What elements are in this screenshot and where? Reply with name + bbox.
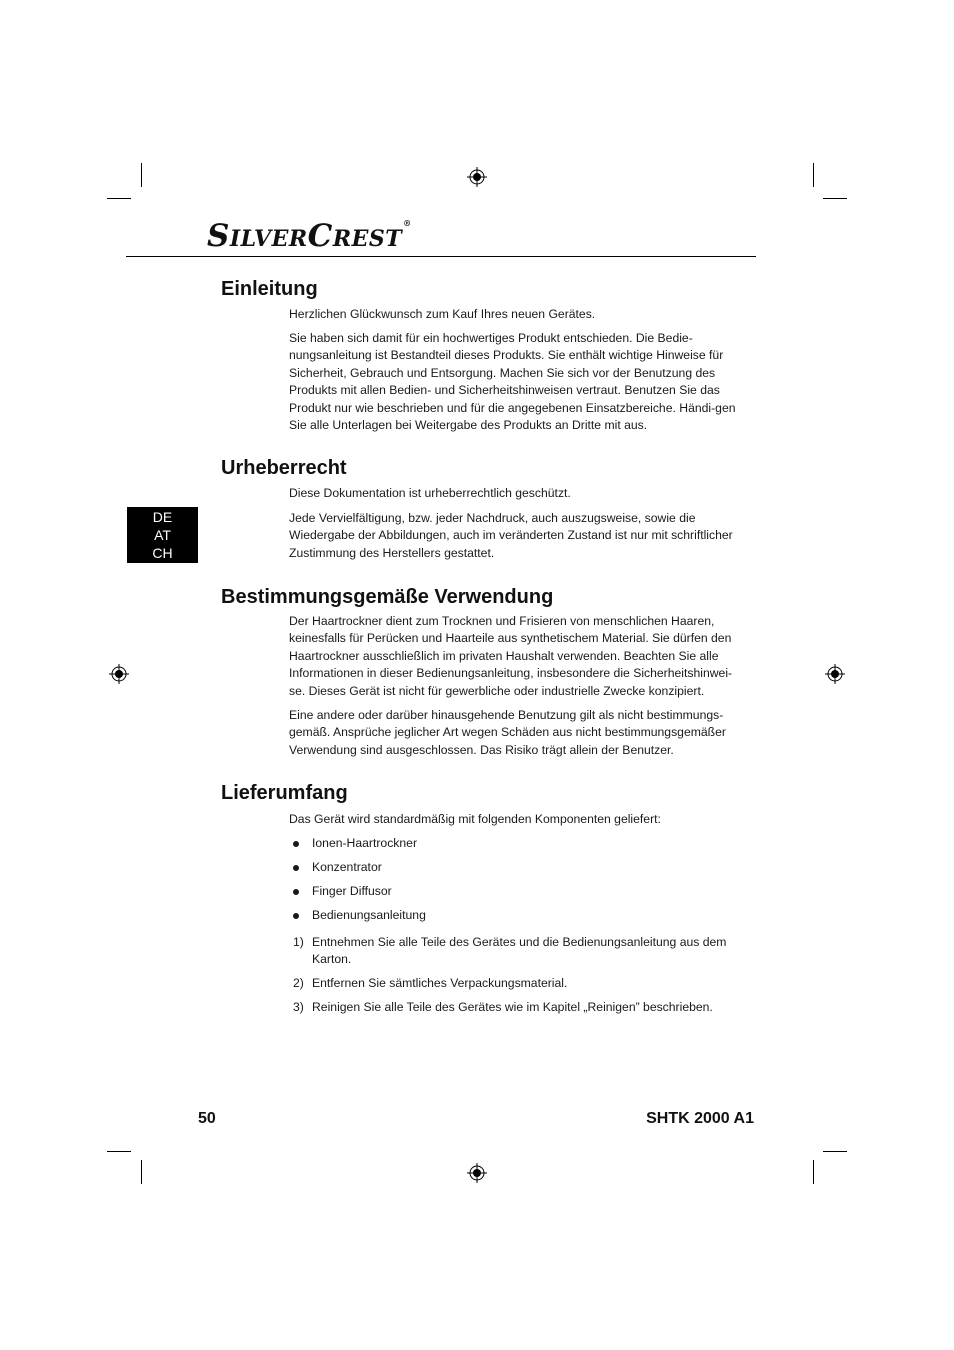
- paragraph: Herzlichen Glückwunsch zum Kauf Ihres neuen Gerätes.: [289, 307, 596, 321]
- paragraph: Der Haartrockner dient zum Trocknen und Frisieren von menschlichen Haaren, keinesfalls für Perücken und Haarteile aus synthetischem Material. Sie dürfen den Haartrockner ausschließlich im privaten Haushalt verwenden. Beachten Sie alle Informationen in dieser Bedienungsanleitung, insbesondere die Sicherheitshinwei-se. Dieses Gerät ist nicht für gewerbliche oder industrielle Zwecke konzipiert.: [289, 614, 733, 698]
- crop-mark: [141, 1160, 142, 1184]
- list-item: Finger Diffusor: [312, 884, 392, 898]
- crop-mark: [813, 163, 814, 187]
- bullet-icon: [293, 841, 299, 847]
- model-number: SHTK 2000 A1: [646, 1110, 754, 1127]
- bullet-icon: [293, 889, 299, 895]
- heading-lieferumfang: Lieferumfang: [221, 782, 348, 804]
- list-item: Ionen-Haartrockner: [312, 836, 417, 850]
- step-number: 1): [293, 935, 304, 949]
- heading-urheberrecht: Urheberrecht: [221, 457, 347, 479]
- step-text: Reinigen Sie alle Teile des Gerätes wie im Kapitel „Reinigen” beschrieben.: [312, 1000, 713, 1014]
- language-code: CH: [152, 545, 173, 561]
- paragraph: Eine andere oder darüber hinausgehende Benutzung gilt als nicht bestimmungs-gemäß. Ansprüche jeglicher Art wegen Schäden aus nicht bestimmungsgemäßer Verwendung sind ausgeschlossen. Das Risiko trägt allein der Benutzer.: [289, 708, 726, 757]
- brand-logo: SILVERCREST®: [207, 218, 412, 254]
- header-rule: [126, 256, 756, 257]
- crop-mark: [107, 198, 131, 199]
- registration-mark-icon: [109, 664, 129, 684]
- language-code: DE: [152, 509, 173, 525]
- crop-mark: [141, 163, 142, 187]
- paragraph: Sie haben sich damit für ein hochwertiges Produkt entschieden. Die Bedie-nungsanleitung ist Bestandteil dieses Produkts. Sie enthält wichtige Hinweise für Sicherheit, Gebrauch und Entsorgung. Machen Sie sich vor der Benutzung des Produkts mit allen Bedien- und Sicherheitshinweisen vertraut. Benutzen Sie das Produkt nur wie beschrieben und für die angegebenen Einsatzbereiche. Händi-gen Sie alle Unterlagen bei Weitergabe des Produkts an Dritte mit aus.: [289, 331, 736, 433]
- heading-verwendung: Bestimmungsgemäße Verwendung: [221, 586, 554, 608]
- language-code: AT: [154, 527, 171, 543]
- paragraph: Jede Vervielfältigung, bzw. jeder Nachdruck, auch auszugsweise, sowie die Wiedergabe der Abbildungen, auch im veränderten Zustand ist nur mit schriftlicher Zustimmung des Herstellers gestattet.: [289, 511, 733, 560]
- list-item: Konzentrator: [312, 860, 382, 874]
- paragraph: Diese Dokumentation ist urheberrechtlich geschützt.: [289, 486, 571, 500]
- step-number: 3): [293, 1000, 304, 1014]
- crop-mark: [823, 198, 847, 199]
- page-number: 50: [198, 1110, 216, 1127]
- step-text: Entnehmen Sie alle Teile des Gerätes und die Bedienungsanleitung aus dem Karton.: [312, 935, 727, 967]
- language-tab: [127, 507, 198, 563]
- registration-mark-icon: [467, 1163, 487, 1183]
- heading-einleitung: Einleitung: [221, 278, 318, 300]
- list-item: Bedienungsanleitung: [312, 908, 426, 922]
- bullet-icon: [293, 865, 299, 871]
- registration-mark-icon: [467, 167, 487, 187]
- step-text: Entfernen Sie sämtliches Verpackungsmaterial.: [312, 976, 568, 990]
- crop-mark: [107, 1151, 131, 1152]
- paragraph: Das Gerät wird standardmäßig mit folgenden Komponenten geliefert:: [289, 812, 661, 826]
- step-number: 2): [293, 976, 304, 990]
- registration-mark-icon: [825, 664, 845, 684]
- crop-mark: [813, 1160, 814, 1184]
- bullet-icon: [293, 913, 299, 919]
- crop-mark: [823, 1151, 847, 1152]
